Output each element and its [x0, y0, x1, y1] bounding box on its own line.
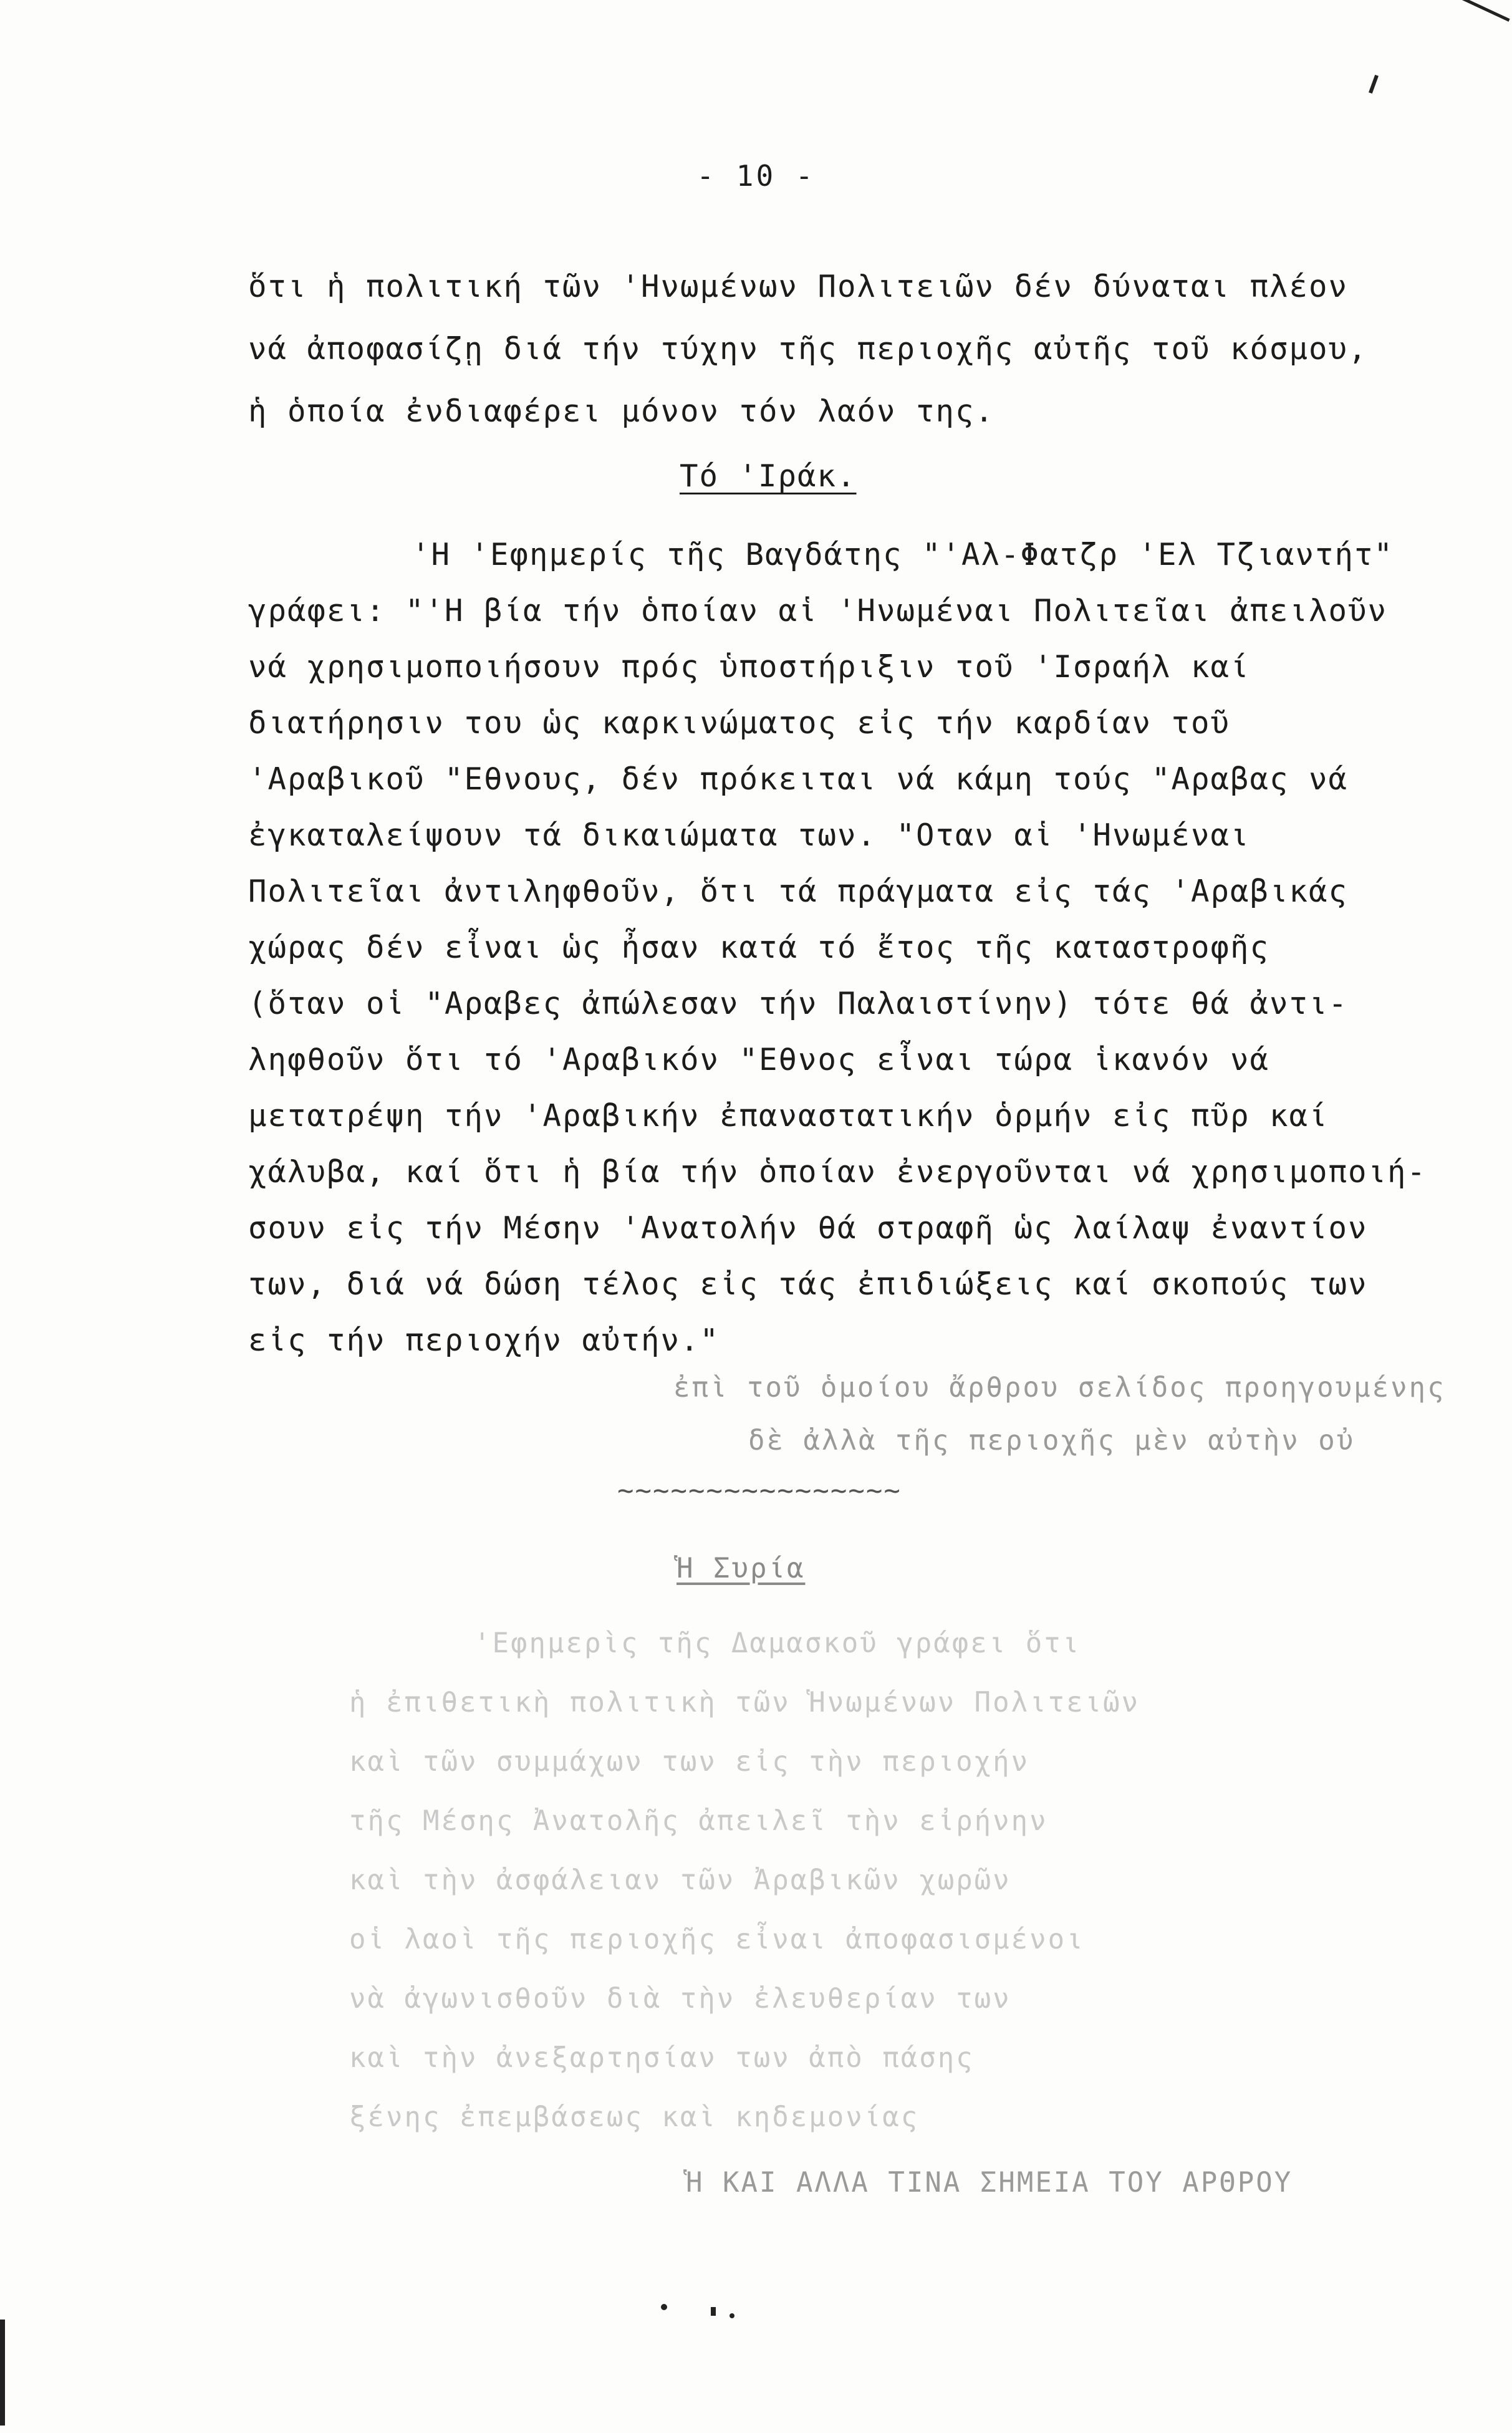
section-line: χώρας δέν εἶναι ὡς ἦσαν κατά τό ἔτος τῆς καταστροφῆς	[248, 930, 1270, 965]
section-heading: Τό 'Ιράκ.	[680, 458, 857, 494]
bleed-through-block-line: οἱ λαοὶ τῆς περιοχῆς εἶναι ἀποφασισμένοι	[349, 1924, 1085, 1955]
section-line: Πολιτεῖαι ἀντιληφθοῦν, ὅτι τά πράγματα εἰς τάς 'Αραβικάς	[248, 874, 1349, 909]
section-line: (ὅταν οἱ "Αραβες ἀπώλεσαν τήν Παλαιστίνην) τότε θά ἀντι-	[248, 986, 1349, 1021]
section-line: μετατρέψη τήν 'Αραβικήν ἐπαναστατικήν ὁρμήν εἰς πῦρ καί	[248, 1098, 1329, 1134]
scan-edge-mark	[1455, 0, 1510, 22]
scan-edge-mark	[0, 2320, 5, 2426]
bleed-through-block-line: νὰ ἀγωνισθοῦν διὰ τὴν ἐλευθερίαν των	[349, 1983, 1011, 2015]
page-number: - 10 -	[696, 159, 816, 193]
scan-speck	[730, 2313, 734, 2318]
bleed-through-heading: Ἡ Συρία	[677, 1553, 806, 1584]
section-line: νά χρησιμοποιήσουν πρός ὑποστήριξιν τοῦ 'Ισραήλ καί	[248, 649, 1250, 685]
bleed-through-block-line: καὶ τὴν ἀνεξαρτησίαν των ἀπὸ πάσης	[349, 2042, 975, 2074]
section-line: χάλυβα, καί ὅτι ἡ βία τήν ὁποίαν ἐνεργοῦνται νά χρησιμοποιή-	[248, 1154, 1427, 1190]
section-line: 'Η 'Εφημερίς τῆς Βαγδάτης "'Αλ-Φατζρ 'Ελ Τζιαντήτ"	[412, 537, 1394, 572]
tilde-rule: ~~~~~~~~~~~~~~~~	[617, 1475, 902, 1506]
scan-speck	[711, 2307, 716, 2316]
body-line: ἡ ὁποία ἐνδιαφέρει μόνον τόν λαόν της.	[248, 393, 995, 429]
bleed-through-block-line: τῆς Μέσης Ἀνατολῆς ἀπειλεῖ τὴν εἰρήνην	[349, 1805, 1048, 1837]
bleed-through-block-line: ἡ ἐπιθετικὴ πολιτικὴ τῶν Ἡνωμένων Πολιτειῶν	[349, 1687, 1140, 1718]
bleed-through-line: ἐπὶ τοῦ ὁμοίου ἄρθρου σελίδος προηγουμένης	[673, 1372, 1446, 1404]
bleed-through-block-line: καὶ τὴν ἀσφάλειαν τῶν Ἀραβικῶν χωρῶν	[349, 1864, 1011, 1896]
bleed-through-block-line: καὶ τῶν συμμάχων των εἰς τὴν περιοχήν	[349, 1746, 1030, 1778]
section-line: ληφθοῦν ὅτι τό 'Αραβικόν "Εθνος εἶναι τώρα ἱκανόν νά	[248, 1042, 1270, 1077]
section-line: διατήρησιν του ὡς καρκινώματος εἰς τήν καρδίαν τοῦ	[248, 705, 1231, 741]
bleed-through-line: δὲ ἀλλὰ τῆς περιοχῆς μὲν αὐτὴν οὐ	[748, 1425, 1356, 1457]
body-line: νά ἀποφασίζῃ διά τήν τύχην τῆς περιοχῆς αὐτῆς τοῦ κόσμου,	[248, 331, 1368, 367]
section-line: ἐγκαταλείψουν τά δικαιώματα των. "Οταν αἱ 'Ηνωμέναι	[248, 817, 1250, 853]
bleed-through-block-line: ξένης ἐπεμβάσεως καὶ κηδεμονίας	[349, 2101, 920, 2133]
scan-edge-mark	[1369, 75, 1379, 94]
section-line: γράφει: "'Η βία τήν ὁποίαν αἱ 'Ηνωμέναι Πολιτεῖαι ἀπειλοῦν	[248, 593, 1388, 629]
body-line: ὅτι ἡ πολιτική τῶν 'Ηνωμένων Πολιτειῶν δέν δύναται πλέον	[248, 269, 1349, 304]
bleed-through-block-line: Ἡ ΚΑΙ ΑΛΛΑ ΤΙΝΑ ΣΗΜΕΙΑ ΤΟΥ ΑΡΘΡΟΥ	[686, 2167, 1293, 2199]
section-line: σουν εἰς τήν Μέσην 'Ανατολήν θά στραφῆ ὡς λαίλαψ ἐναντίον	[248, 1210, 1368, 1246]
section-line: 'Αραβικοῦ "Εθνους, δέν πρόκειται νά κάμη τούς "Αραβας νά	[248, 761, 1349, 797]
section-line: εἰς τήν περιοχήν αὐτήν."	[248, 1322, 720, 1358]
section-line: των, διά νά δώση τέλος εἰς τάς ἐπιδιώξεις καί σκοπούς των	[248, 1266, 1368, 1302]
scan-speck	[661, 2304, 667, 2310]
bleed-through-block-line: 'Εφημερὶς τῆς Δαμασκοῦ γράφει ὅτι	[474, 1627, 1081, 1659]
